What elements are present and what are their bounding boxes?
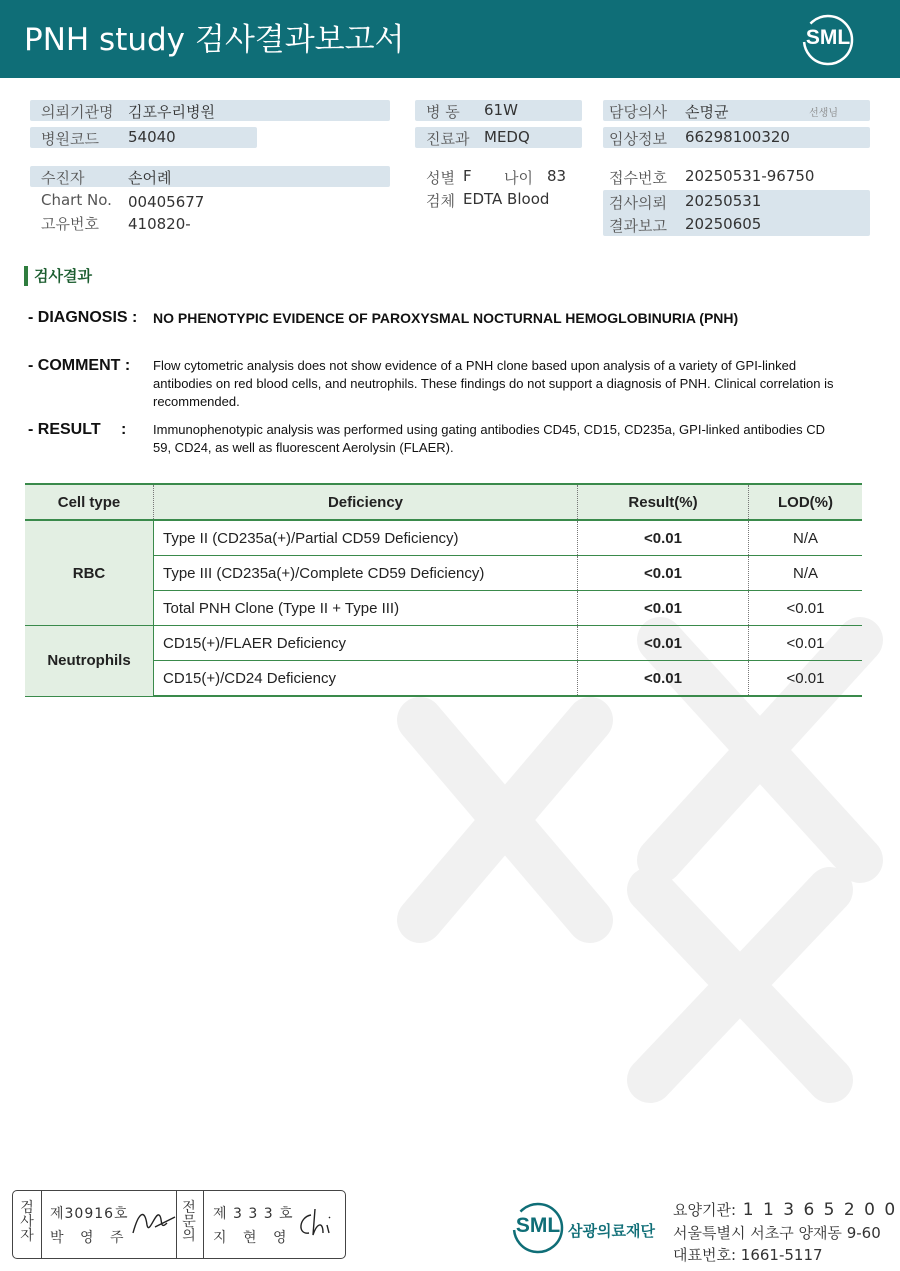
ward-label: 병 동 (426, 103, 460, 121)
report-title: PNH study 검사결과보고서 (24, 22, 405, 58)
specialist-signature (293, 1205, 339, 1241)
receipt-label: 접수번호 (609, 169, 667, 187)
table-header-row (25, 484, 862, 520)
specialist-label-char: 전 (182, 1200, 196, 1216)
tester-label-char: 검 (20, 1200, 34, 1216)
result-cell: <0.01 (578, 556, 749, 591)
age-label: 나이 (504, 169, 533, 187)
lod-cell: N/A (749, 520, 863, 556)
cell-type-neutrophils: Neutrophils (25, 626, 154, 697)
cell-type-rbc: RBC (25, 520, 154, 626)
report-label: 결과보고 (609, 217, 667, 235)
tester-signature (129, 1205, 179, 1241)
result-colon: : (121, 421, 127, 438)
deficiency-cell: Type II (CD235a(+)/Partial CD59 Deficiency) (154, 520, 578, 556)
header-lod: LOD(%) (749, 484, 863, 520)
doctor-value: 손명균 (685, 103, 729, 121)
tester-label-char: 자 (20, 1228, 34, 1244)
comment-label: - COMMENT : (28, 357, 131, 374)
deficiency-cell: Total PNH Clone (Type II + Type III) (154, 591, 578, 626)
result-text-line2: 59, CD24, as well as fluorescent Aerolysin (FLAER). (153, 440, 454, 455)
report-header (0, 0, 900, 78)
specimen-label: 검체 (426, 192, 455, 210)
hospital-label: 의뢰기관명 (41, 103, 114, 121)
specialist-label-char: 문 (182, 1214, 196, 1230)
id-value: 410820- (128, 215, 191, 233)
lod-cell: N/A (749, 556, 863, 591)
tester-name: 박 영 주 (50, 1230, 130, 1246)
result-cell: <0.01 (578, 520, 749, 556)
code-label: 병원코드 (41, 130, 99, 148)
clinical-value: 66298100320 (685, 128, 790, 146)
footer-logo-text: SML (515, 1214, 561, 1237)
phone-number: 1661-5117 (740, 1246, 823, 1264)
sml-logo-text: SML (805, 26, 851, 49)
id-label: 고유번호 (41, 215, 99, 233)
footer-phone (673, 1244, 823, 1265)
table-row (25, 626, 862, 661)
patient-label: 수진자 (41, 169, 85, 187)
chart-value: 00405677 (128, 193, 205, 211)
lod-cell: <0.01 (749, 626, 863, 661)
result-label: - RESULT (28, 421, 101, 438)
receipt-value: 20250531-96750 (685, 167, 815, 185)
request-label: 검사의뢰 (609, 194, 667, 212)
sml-logo (800, 12, 856, 68)
specialist-vertical-label (181, 1201, 197, 1243)
patient-value: 손어례 (128, 169, 172, 187)
specimen-value: EDTA Blood (463, 190, 550, 208)
lod-cell: <0.01 (749, 591, 863, 626)
care-institution (673, 1199, 897, 1220)
report-value: 20250605 (685, 215, 762, 233)
tester-vertical-label (19, 1201, 35, 1243)
lod-cell: <0.01 (749, 661, 863, 697)
deficiency-cell: CD15(+)/CD24 Deficiency (154, 661, 578, 697)
tester-label-char: 사 (20, 1214, 34, 1230)
phone-label: 대표번호: (673, 1246, 737, 1264)
comment-text: Flow cytometric analysis does not show evidence of a PNH clone based upon analysis of a variety of GPI-linked antibodies on red blood cells, and neutrophils. These findings do not support a diagnosis of PNH. Clinical correlation is recommended. (153, 358, 834, 409)
result-cell: <0.01 (578, 591, 749, 626)
diagnosis-text: NO PHENOTYPIC EVIDENCE OF PAROXYSMAL NOCTURNAL HEMOGLOBINURIA (PNH) (153, 310, 739, 326)
code-value: 54040 (128, 128, 176, 146)
result-cell: <0.01 (578, 626, 749, 661)
footer-address: 서울특별시 서초구 양재동 9-60 (673, 1224, 881, 1242)
table-row (25, 520, 862, 556)
result-cell: <0.01 (578, 661, 749, 697)
doctor-label: 담당의사 (609, 103, 667, 121)
tester-license-no: 제30916호 (50, 1206, 129, 1222)
header-cell-type: Cell type (25, 484, 154, 520)
deficiency-cell: Type III (CD235a(+)/Complete CD59 Deficiency) (154, 556, 578, 591)
diagnosis-label: - DIAGNOSIS : (28, 309, 138, 326)
clinical-label: 임상정보 (609, 130, 667, 148)
request-value: 20250531 (685, 192, 762, 210)
result-text-line1: Immunophenotypic analysis was performed using gating antibodies CD45, CD15, CD235a, GPI-linked antibodies CD (153, 422, 826, 437)
dept-label: 진료과 (426, 130, 470, 148)
dept-value: MEDQ (484, 128, 530, 146)
specialist-name: 지 현 영 (213, 1230, 293, 1246)
care-number: 1 1 3 6 5 2 0 0 (742, 1200, 898, 1220)
specialist-license-no: 제 3 3 3 호 (213, 1206, 294, 1222)
footer-org-name: 삼광의료재단 (568, 1222, 655, 1240)
results-table (25, 483, 862, 697)
chart-label: Chart No. (41, 191, 112, 209)
header-result: Result(%) (578, 484, 749, 520)
sex-label: 성별 (426, 169, 455, 187)
section-title: 검사결과 (24, 266, 92, 286)
hospital-value: 김포우리병원 (128, 103, 215, 121)
deficiency-cell: CD15(+)/FLAER Deficiency (154, 626, 578, 661)
header-deficiency: Deficiency (154, 484, 578, 520)
ward-value: 61W (484, 101, 518, 119)
sex-value: F (463, 167, 472, 185)
signature-box (12, 1190, 346, 1259)
doctor-suffix: 선생님 (809, 108, 838, 119)
specialist-label-char: 의 (182, 1228, 196, 1244)
age-value: 83 (547, 167, 567, 185)
care-label: 요양기관: (673, 1201, 737, 1219)
